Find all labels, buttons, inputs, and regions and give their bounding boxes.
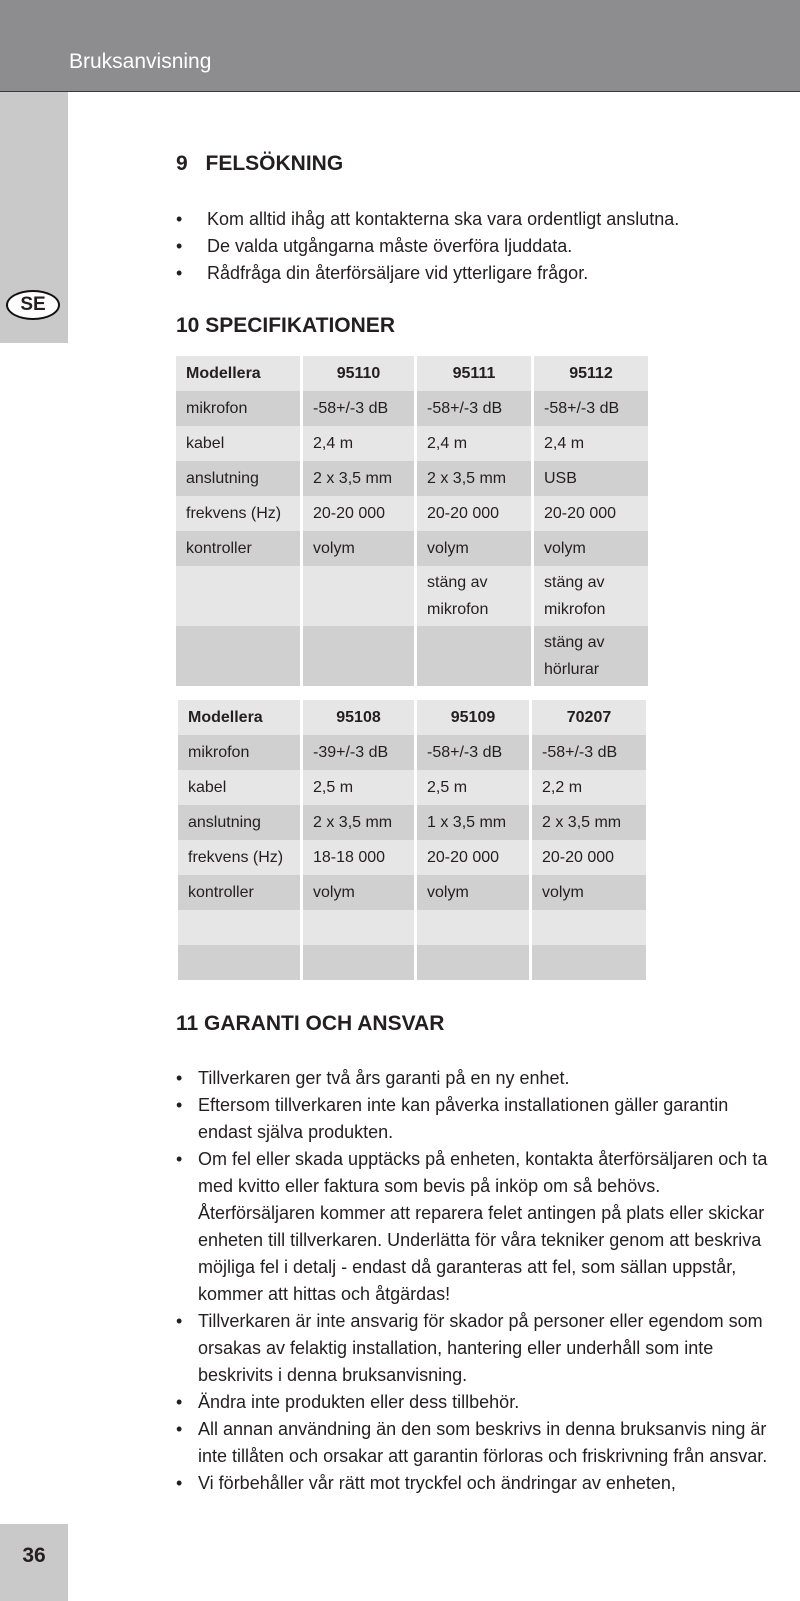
table-row (176, 496, 648, 531)
table-cell (417, 626, 531, 686)
table-cell: kabel (178, 770, 300, 805)
table-cell: -58+/-3 dB (532, 735, 646, 770)
list-item: • Tillverkaren är inte ansvarig för skador på personer eller egendom som orsakas av felaktig installation, hantering eller underhåll som inte beskrivits i denna bruksanvisning. (176, 1308, 776, 1389)
table-header-cell: 95112 (534, 356, 648, 391)
list-item: • Om fel eller skada upptäcks på enheten, kontakta återförsäljaren och ta med kvitto eller faktura som bevis på inköp om så behövs. Återförsäljaren kommer att reparera felet antingen på plats eller skickar enheten till tillverkaren. Underlätta för våra tekniker genom att beskriva möjliga fel i detalj - endast då garanteras att fel, som sällan uppstår, kommer att hittas och åtgärdas! (176, 1146, 776, 1308)
table-cell: mikrofon (176, 391, 300, 426)
list-item: • Rådfråga din återförsäljare vid ytterligare frågor. (176, 260, 756, 287)
table-header-row (176, 356, 648, 391)
table-cell (417, 945, 529, 980)
table-cell: 2 x 3,5 mm (303, 461, 414, 496)
table-cell: stäng av hörlurar (534, 626, 648, 686)
section-11-heading: 11 GARANTI OCH ANSVAR (176, 1012, 445, 1035)
table-row (176, 531, 648, 566)
table-header-cell: 95111 (417, 356, 531, 391)
table-cell: kontroller (178, 875, 300, 910)
table-cell: volym (417, 531, 531, 566)
table-header-cell: 95110 (303, 356, 414, 391)
table-cell: -39+/-3 dB (303, 735, 414, 770)
table-cell: anslutning (178, 805, 300, 840)
table-header-cell: Modellera (178, 700, 300, 735)
table-cell: volym (532, 875, 646, 910)
table-cell: 2,5 m (303, 770, 414, 805)
table-row (176, 391, 648, 426)
header-bar (0, 0, 800, 92)
table-cell: 2,4 m (417, 426, 531, 461)
table-cell (176, 566, 300, 626)
table-cell (176, 626, 300, 686)
table-cell (178, 945, 300, 980)
table-cell: 20-20 000 (417, 496, 531, 531)
table-cell: 20-20 000 (303, 496, 414, 531)
table-row (178, 770, 646, 805)
section-9-heading: 9 FELSÖKNING (176, 152, 344, 175)
table-cell: -58+/-3 dB (534, 391, 648, 426)
table-cell: -58+/-3 dB (417, 735, 529, 770)
table-row (178, 910, 646, 945)
table-row (176, 566, 648, 626)
table-row (178, 945, 646, 980)
language-badge: SE (6, 290, 60, 320)
section-10-heading: 10 SPECIFIKATIONER (176, 314, 395, 337)
table-cell (303, 566, 414, 626)
table-cell (417, 910, 529, 945)
table-cell: volym (534, 531, 648, 566)
table-cell (532, 910, 646, 945)
table-header-cell: Modellera (176, 356, 300, 391)
table-cell: kontroller (176, 531, 300, 566)
table-header-cell: 70207 (532, 700, 646, 735)
table-cell: 2 x 3,5 mm (532, 805, 646, 840)
troubleshooting-list (176, 206, 756, 287)
page-number-box (0, 1524, 68, 1601)
list-item: • Kom alltid ihåg att kontakterna ska vara ordentligt anslutna. (176, 206, 756, 233)
spec-table-1 (173, 356, 651, 686)
table-cell: kabel (176, 426, 300, 461)
list-item: • All annan användning än den som beskrivs in denna bruksanvis ning är inte tillåten och orsakar att garantin förloras och friskrivning från ansvar. (176, 1416, 776, 1470)
table-row (178, 805, 646, 840)
table-cell: 2 x 3,5 mm (417, 461, 531, 496)
table-cell (303, 945, 414, 980)
table-cell: 2,4 m (534, 426, 648, 461)
table-cell: USB (534, 461, 648, 496)
table-row (176, 461, 648, 496)
table-header-row (178, 700, 646, 735)
page-number: 36 (22, 1544, 46, 1567)
table-cell: -58+/-3 dB (417, 391, 531, 426)
list-item: • Vi förbehåller vår rätt mot tryckfel och ändringar av enheten, (176, 1470, 776, 1497)
table-row (176, 426, 648, 461)
warranty-list (176, 1065, 776, 1497)
table-cell: frekvens (Hz) (176, 496, 300, 531)
table-cell: -58+/-3 dB (303, 391, 414, 426)
table-cell: 2,2 m (532, 770, 646, 805)
table-cell: frekvens (Hz) (178, 840, 300, 875)
table-row (178, 875, 646, 910)
table-cell: 2 x 3,5 mm (303, 805, 414, 840)
table-header-cell: 95108 (303, 700, 414, 735)
table-cell (532, 945, 646, 980)
list-item: • Ändra inte produkten eller dess tillbehör. (176, 1389, 776, 1416)
table-row (178, 735, 646, 770)
table-row (178, 840, 646, 875)
manual-title: Bruksanvisning (69, 50, 212, 73)
table-cell: anslutning (176, 461, 300, 496)
table-cell: volym (303, 531, 414, 566)
table-cell: 20-20 000 (417, 840, 529, 875)
table-cell: 20-20 000 (534, 496, 648, 531)
table-header-cell: 95109 (417, 700, 529, 735)
table-cell: stäng av mikrofon (534, 566, 648, 626)
table-cell (303, 910, 414, 945)
table-cell: stäng av mikrofon (417, 566, 531, 626)
table-cell: 18-18 000 (303, 840, 414, 875)
table-cell (178, 910, 300, 945)
list-item: • De valda utgångarna måste överföra ljuddata. (176, 233, 756, 260)
table-cell: 2,5 m (417, 770, 529, 805)
table-cell: 20-20 000 (532, 840, 646, 875)
table-cell: volym (417, 875, 529, 910)
table-cell: 2,4 m (303, 426, 414, 461)
table-cell: 1 x 3,5 mm (417, 805, 529, 840)
table-row (176, 626, 648, 686)
list-item: • Tillverkaren ger två års garanti på en ny enhet. (176, 1065, 776, 1092)
table-cell: volym (303, 875, 414, 910)
spec-table-2 (175, 700, 649, 980)
table-cell (303, 626, 414, 686)
table-cell: mikrofon (178, 735, 300, 770)
list-item: • Eftersom tillverkaren inte kan påverka installationen gäller garantin endast själva produkten. (176, 1092, 776, 1146)
